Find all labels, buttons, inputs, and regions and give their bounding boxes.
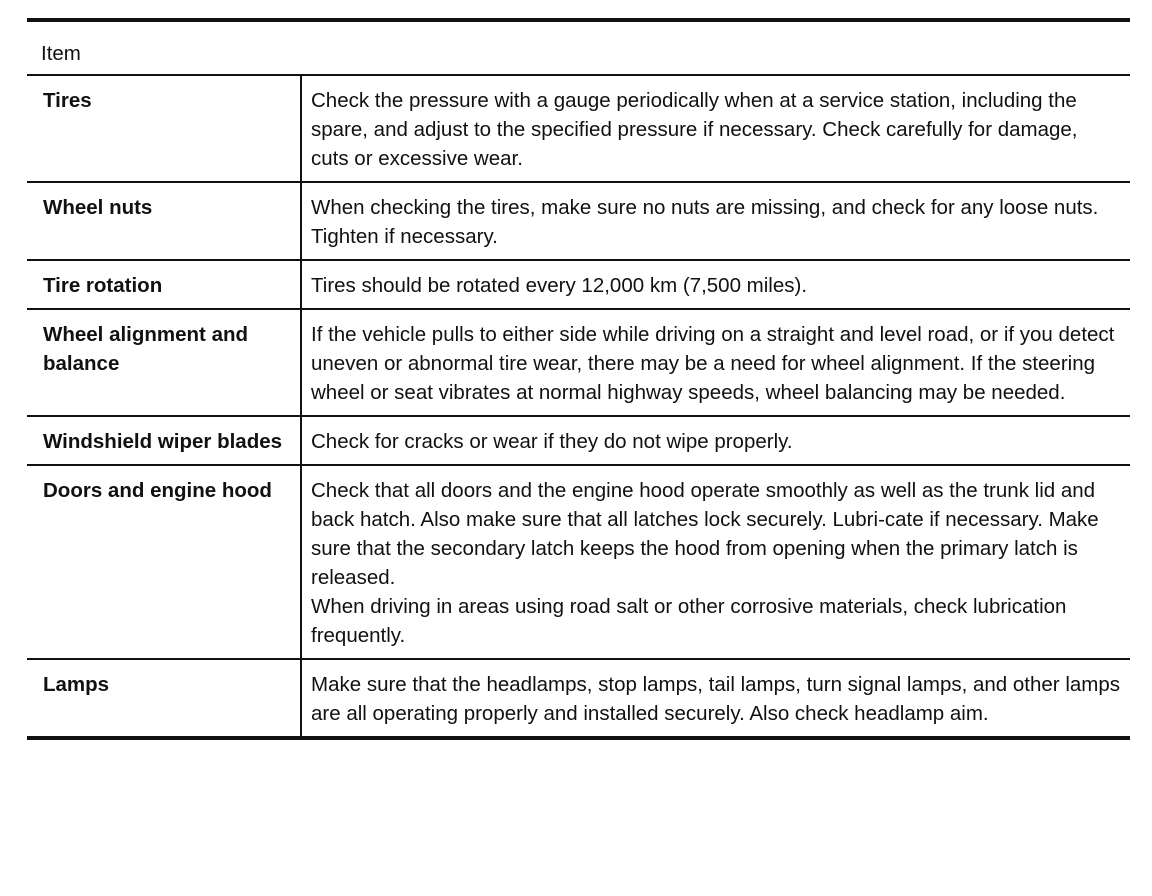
description-cell: [301, 182, 1130, 260]
table-row-doors-hood: [27, 465, 1130, 659]
item-cell: Wheel nuts: [27, 182, 301, 260]
description-text: Make sure that the headlamps, stop lamps, tail lamps, turn signal lamps, and other lamps are all operating properly and installed securely. Also check headlamp aim.: [311, 673, 1121, 725]
description-cell: [301, 659, 1130, 738]
table-row-wheel-nuts: [27, 182, 1130, 260]
description-cell: [301, 465, 1130, 659]
item-cell: Doors and engine hood: [27, 465, 301, 659]
description-text: When driving in areas using road salt or other corrosive materials, check lubrication frequently.: [311, 595, 1067, 647]
table-header: [27, 20, 1130, 75]
description-text: Check the pressure with a gauge periodically when at a service station, including the spare, and adjust to the specified pressure if necessary. Check carefully for damage, cuts or excessive wear.: [311, 89, 1078, 170]
table-row-lamps: [27, 659, 1130, 738]
description-cell: [301, 309, 1130, 416]
description-cell: [301, 260, 1130, 309]
table-row-wheel-alignment: [27, 309, 1130, 416]
description-cell: [301, 416, 1130, 465]
item-cell: Tire rotation: [27, 260, 301, 309]
description-text: Check for cracks or wear if they do not wipe properly.: [311, 430, 793, 453]
description-cell: [301, 75, 1130, 182]
maintenance-table: [27, 18, 1130, 740]
description-text: If the vehicle pulls to either side while driving on a straight and level road, or if you detect uneven or abnormal tire wear, there may be a need for wheel alignment. If the steering wheel or seat vibrates at normal highway speeds, wheel balancing may be needed.: [311, 323, 1115, 404]
item-cell: Tires: [27, 75, 301, 182]
table-body: [27, 75, 1130, 738]
item-column-header: Item: [27, 20, 1130, 75]
item-cell: Wheel alignment and balance: [27, 309, 301, 416]
item-cell: Windshield wiper blades: [27, 416, 301, 465]
table-row-wiper-blades: [27, 416, 1130, 465]
description-text: When checking the tires, make sure no nuts are missing, and check for any loose nuts. Tighten if necessary.: [311, 196, 1099, 248]
table-row-tire-rotation: [27, 260, 1130, 309]
description-text: Tires should be rotated every 12,000 km (7,500 miles).: [311, 274, 808, 297]
table-row-tires: [27, 75, 1130, 182]
description-text: Check that all doors and the engine hood operate smoothly as well as the trunk lid and back hatch. Also make sure that all latches lock securely. Lubri-cate if necessary. Make sure that the secondary latch keeps the hood from opening when the primary latch is released.: [311, 479, 1099, 589]
item-cell: Lamps: [27, 659, 301, 738]
header-row: [27, 20, 1130, 75]
